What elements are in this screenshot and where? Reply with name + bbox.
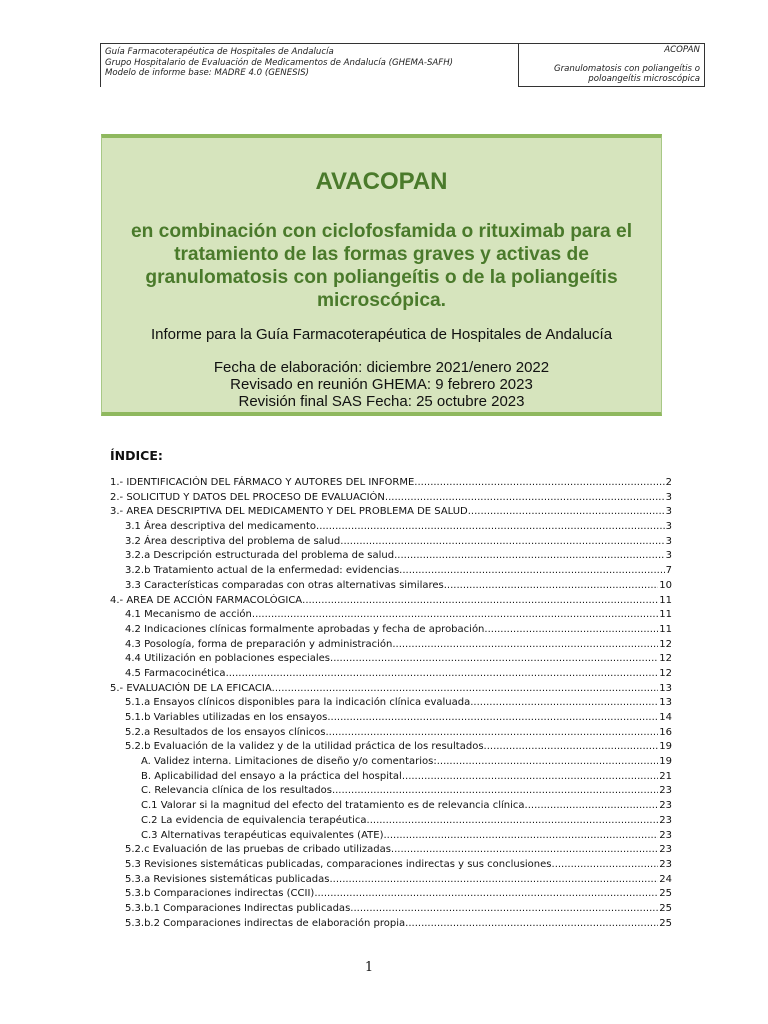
toc-page-number: 19 [659, 741, 672, 753]
toc-leader-dots [332, 784, 658, 799]
toc-leader-dots [327, 711, 658, 726]
toc-entry-text: 5.3 Revisiones sistemáticas publicadas, comparaciones indirectas y sus conclusiones [125, 858, 552, 870]
toc-entry-text: 5.- EVALUACIÓN DE LA EFICACIA [110, 682, 272, 694]
toc-entry-text: 5.3.b.1 Comparaciones Indirectas publicadas [125, 902, 351, 914]
toc-entry[interactable] [110, 755, 672, 770]
toc-entry[interactable] [110, 784, 672, 799]
toc-leader-dots [302, 594, 658, 609]
toc-leader-dots [316, 520, 665, 535]
toc-entry-text: 3.3 Características comparadas con otras alternativas similares [125, 579, 444, 591]
toc-leader-dots [470, 696, 658, 711]
toc-entry-text: C. Relevancia clínica de los resultados [141, 785, 332, 797]
toc-page-number: 2 [665, 477, 672, 488]
toc-leader-dots [402, 770, 658, 785]
toc-entry[interactable] [110, 740, 672, 755]
toc-entry-text: 4.2 Indicaciones clínicas formalmente aprobadas y fecha de aprobación [125, 623, 485, 635]
toc-entry[interactable] [110, 770, 672, 785]
toc-page-number: 10 [659, 579, 672, 591]
toc-entry-text: 5.2.a Resultados de los ensayos clínicos [125, 726, 326, 738]
header-indication-line: Granulomatosis con poliangeítis o [553, 63, 700, 74]
toc-page-number: 3 [665, 521, 672, 533]
report-line: Informe para la Guía Farmacoterapéutica de Hospitales de Andalucía [150, 326, 613, 343]
toc-entry-text: 5.1.b Variables utilizadas en los ensayos [125, 712, 328, 723]
toc-entry-text: 4.- AREA DE ACCIÓN FARMACOLÓGICA [110, 594, 303, 606]
toc-leader-dots [325, 726, 658, 741]
toc-entry-text: 4.3 Posología, forma de preparación y administración [125, 638, 393, 650]
toc-entry[interactable] [110, 873, 672, 888]
toc-entry[interactable] [110, 579, 672, 594]
toc-leader-dots [385, 491, 665, 506]
toc-entry[interactable] [110, 505, 672, 520]
toc-entry[interactable] [110, 549, 672, 564]
toc-entry-text: 5.2.b Evaluación de la validez y de la utilidad práctica de los resultados [125, 741, 484, 753]
toc-leader-dots [340, 535, 664, 550]
toc-entry[interactable] [110, 476, 672, 491]
toc-page-number: 3 [665, 550, 672, 562]
toc-entry-text: 5.3.b Comparaciones indirectas (CCII) [125, 888, 315, 900]
toc-page-number: 11 [659, 623, 672, 635]
toc-leader-dots [484, 623, 658, 638]
toc-page-number: 25 [659, 902, 672, 914]
toc-leader-dots [444, 579, 659, 594]
toc-page-number: 23 [659, 858, 672, 870]
toc-page-number: 24 [659, 873, 672, 885]
toc-entry-text: 3.2.b Tratamiento actual de la enfermedad: evidencias [125, 565, 400, 577]
toc-leader-dots [394, 549, 665, 564]
toc-leader-dots [350, 902, 658, 917]
toc-page-number: 13 [659, 682, 672, 694]
toc-entry-text: 4.1 Mecanismo de acción [125, 609, 252, 621]
toc-leader-dots [484, 740, 659, 755]
toc-entry[interactable] [110, 829, 672, 844]
toc-page-number: 13 [659, 697, 672, 709]
toc-entry[interactable] [110, 491, 672, 506]
toc-entry[interactable] [110, 726, 672, 741]
toc-entry[interactable] [110, 667, 672, 682]
toc-page-number: 14 [659, 712, 672, 723]
toc-leader-dots [314, 887, 658, 902]
toc-entry[interactable] [110, 535, 672, 550]
toc-entry[interactable] [110, 799, 672, 814]
toc-leader-dots [525, 799, 659, 814]
date-review-ghema: Revisado en reunión GHEMA: 9 febrero 2023 [230, 376, 533, 393]
toc-leader-dots [226, 667, 659, 682]
toc-entry-text: 4.4 Utilización en poblaciones especiales [125, 653, 331, 665]
toc-page-number: 23 [659, 844, 672, 856]
toc-page-number: 16 [659, 726, 672, 738]
toc-entry[interactable] [110, 711, 672, 726]
header-drug-name: ACOPAN [664, 45, 700, 55]
toc-leader-dots [383, 829, 658, 844]
toc-page-number: 12 [659, 653, 672, 665]
dates-block [102, 359, 661, 410]
toc-entry[interactable] [110, 608, 672, 623]
toc-entry-text: 2.- SOLICITUD Y DATOS DEL PROCESO DE EVALUACIÓN [110, 491, 385, 503]
date-elaboration: Fecha de elaboración: diciembre 2021/enero 2022 [213, 359, 550, 376]
toc-entry-text: 5.1.a Ensayos clínicos disponibles para la indicación clínica evaluada [125, 697, 471, 709]
drug-title: AVACOPAN [315, 168, 448, 195]
toc-page-number: 12 [659, 638, 672, 650]
toc-entry-text: C.3 Alternativas terapéuticas equivalentes (ATE) [141, 829, 384, 841]
toc-entry[interactable] [110, 638, 672, 653]
toc-leader-dots [437, 755, 659, 770]
table-of-contents [110, 476, 672, 931]
toc-page-number: 23 [659, 800, 672, 812]
toc-page-number: 12 [659, 667, 672, 679]
toc-entry[interactable] [110, 696, 672, 711]
date-final-review: Revisión final SAS Fecha: 25 octubre 2023 [238, 393, 525, 410]
toc-page-number: 23 [659, 814, 672, 826]
toc-leader-dots [552, 858, 659, 873]
toc-entry-text: 3.1 Área descriptiva del medicamento [125, 521, 317, 533]
toc-page-number: 11 [659, 609, 672, 621]
toc-leader-dots [405, 917, 658, 932]
toc-entry-text: C.2 La evidencia de equivalencia terapéutica [141, 814, 367, 826]
toc-leader-dots [367, 814, 659, 829]
toc-entry-text: 1.- IDENTIFICACIÓN DEL FÁRMACO Y AUTORES DEL INFORME [110, 477, 415, 488]
toc-entry-text: 3.2.a Descripción estructurada del problema de salud [125, 550, 395, 562]
toc-entry-text: 3.2 Área descriptiva del problema de salud [125, 535, 341, 547]
toc-entry[interactable] [110, 917, 672, 932]
toc-entry-text: A. Validez interna. Limitaciones de diseño y/o comentarios: [141, 756, 437, 768]
page-number: 1 [364, 960, 374, 975]
toc-page-number: 25 [659, 917, 672, 929]
toc-page-number: 3 [665, 491, 672, 503]
header-line: Grupo Hospitalario de Evaluación de Medicamentos de Andalucía (GHEMA-SAFH) [105, 57, 454, 68]
header-line: Modelo de informe base: MADRE 4.0 (GENESIS) [105, 68, 309, 78]
toc-leader-dots [399, 564, 664, 579]
toc-entry[interactable] [110, 843, 672, 858]
toc-entry[interactable] [110, 858, 672, 873]
toc-entry[interactable] [110, 623, 672, 638]
toc-page-number: 7 [665, 565, 672, 577]
header-right-block [518, 43, 705, 87]
toc-leader-dots [272, 682, 659, 697]
toc-leader-dots [392, 638, 658, 653]
title-box [101, 134, 662, 416]
header-left-block [100, 43, 518, 87]
toc-entry[interactable] [110, 564, 672, 579]
toc-entry-text: 4.5 Farmacocinética [125, 667, 226, 679]
toc-page-number: 3 [665, 535, 672, 547]
index-title: ÍNDICE: [110, 448, 163, 463]
toc-page-number: 11 [659, 594, 672, 606]
toc-page-number: 25 [659, 888, 672, 900]
toc-entry-text: B. Aplicabilidad del ensayo a la práctica del hospital [141, 770, 402, 782]
toc-entry-text: C.1 Valorar si la magnitud del efecto del tratamiento es de relevancia clínica [141, 800, 525, 812]
toc-entry-text: 5.3.b.2 Comparaciones indirectas de elaboración propia [125, 917, 406, 929]
toc-entry[interactable] [110, 594, 672, 609]
toc-leader-dots [391, 843, 658, 858]
toc-leader-dots [414, 476, 664, 491]
toc-page-number: 23 [659, 829, 672, 841]
toc-entry-text: 3.- AREA DESCRIPTIVA DEL MEDICAMENTO Y DEL PROBLEMA DE SALUD [110, 506, 468, 518]
toc-entry[interactable] [110, 520, 672, 535]
toc-page-number: 3 [665, 506, 672, 518]
toc-leader-dots [468, 505, 665, 520]
header-line: Guía Farmacoterapéutica de Hospitales de Andalucía [105, 47, 334, 57]
toc-entry[interactable] [110, 887, 672, 902]
toc-entry[interactable] [110, 902, 672, 917]
toc-page-number: 21 [659, 770, 672, 782]
toc-entry[interactable] [110, 682, 672, 697]
toc-leader-dots [252, 608, 658, 623]
toc-page-number: 19 [659, 756, 672, 768]
toc-leader-dots [330, 652, 658, 667]
toc-entry-text: 5.3.a Revisiones sistemáticas publicadas [125, 873, 330, 885]
toc-page-number: 23 [659, 785, 672, 797]
toc-entry-text: 5.2.c Evaluación de las pruebas de cribado utilizadas [125, 844, 391, 856]
toc-entry[interactable] [110, 652, 672, 667]
toc-leader-dots [329, 873, 658, 888]
header-indication-line: poloangeítis microscópica [588, 74, 700, 84]
toc-entry[interactable] [110, 814, 672, 829]
indication-subtitle: en combinación con ciclofosfamida o rituximab para el tratamiento de las formas graves y activas de granulomatosis con poliangeítis o de la poliangeítis microscópica. [130, 221, 633, 311]
